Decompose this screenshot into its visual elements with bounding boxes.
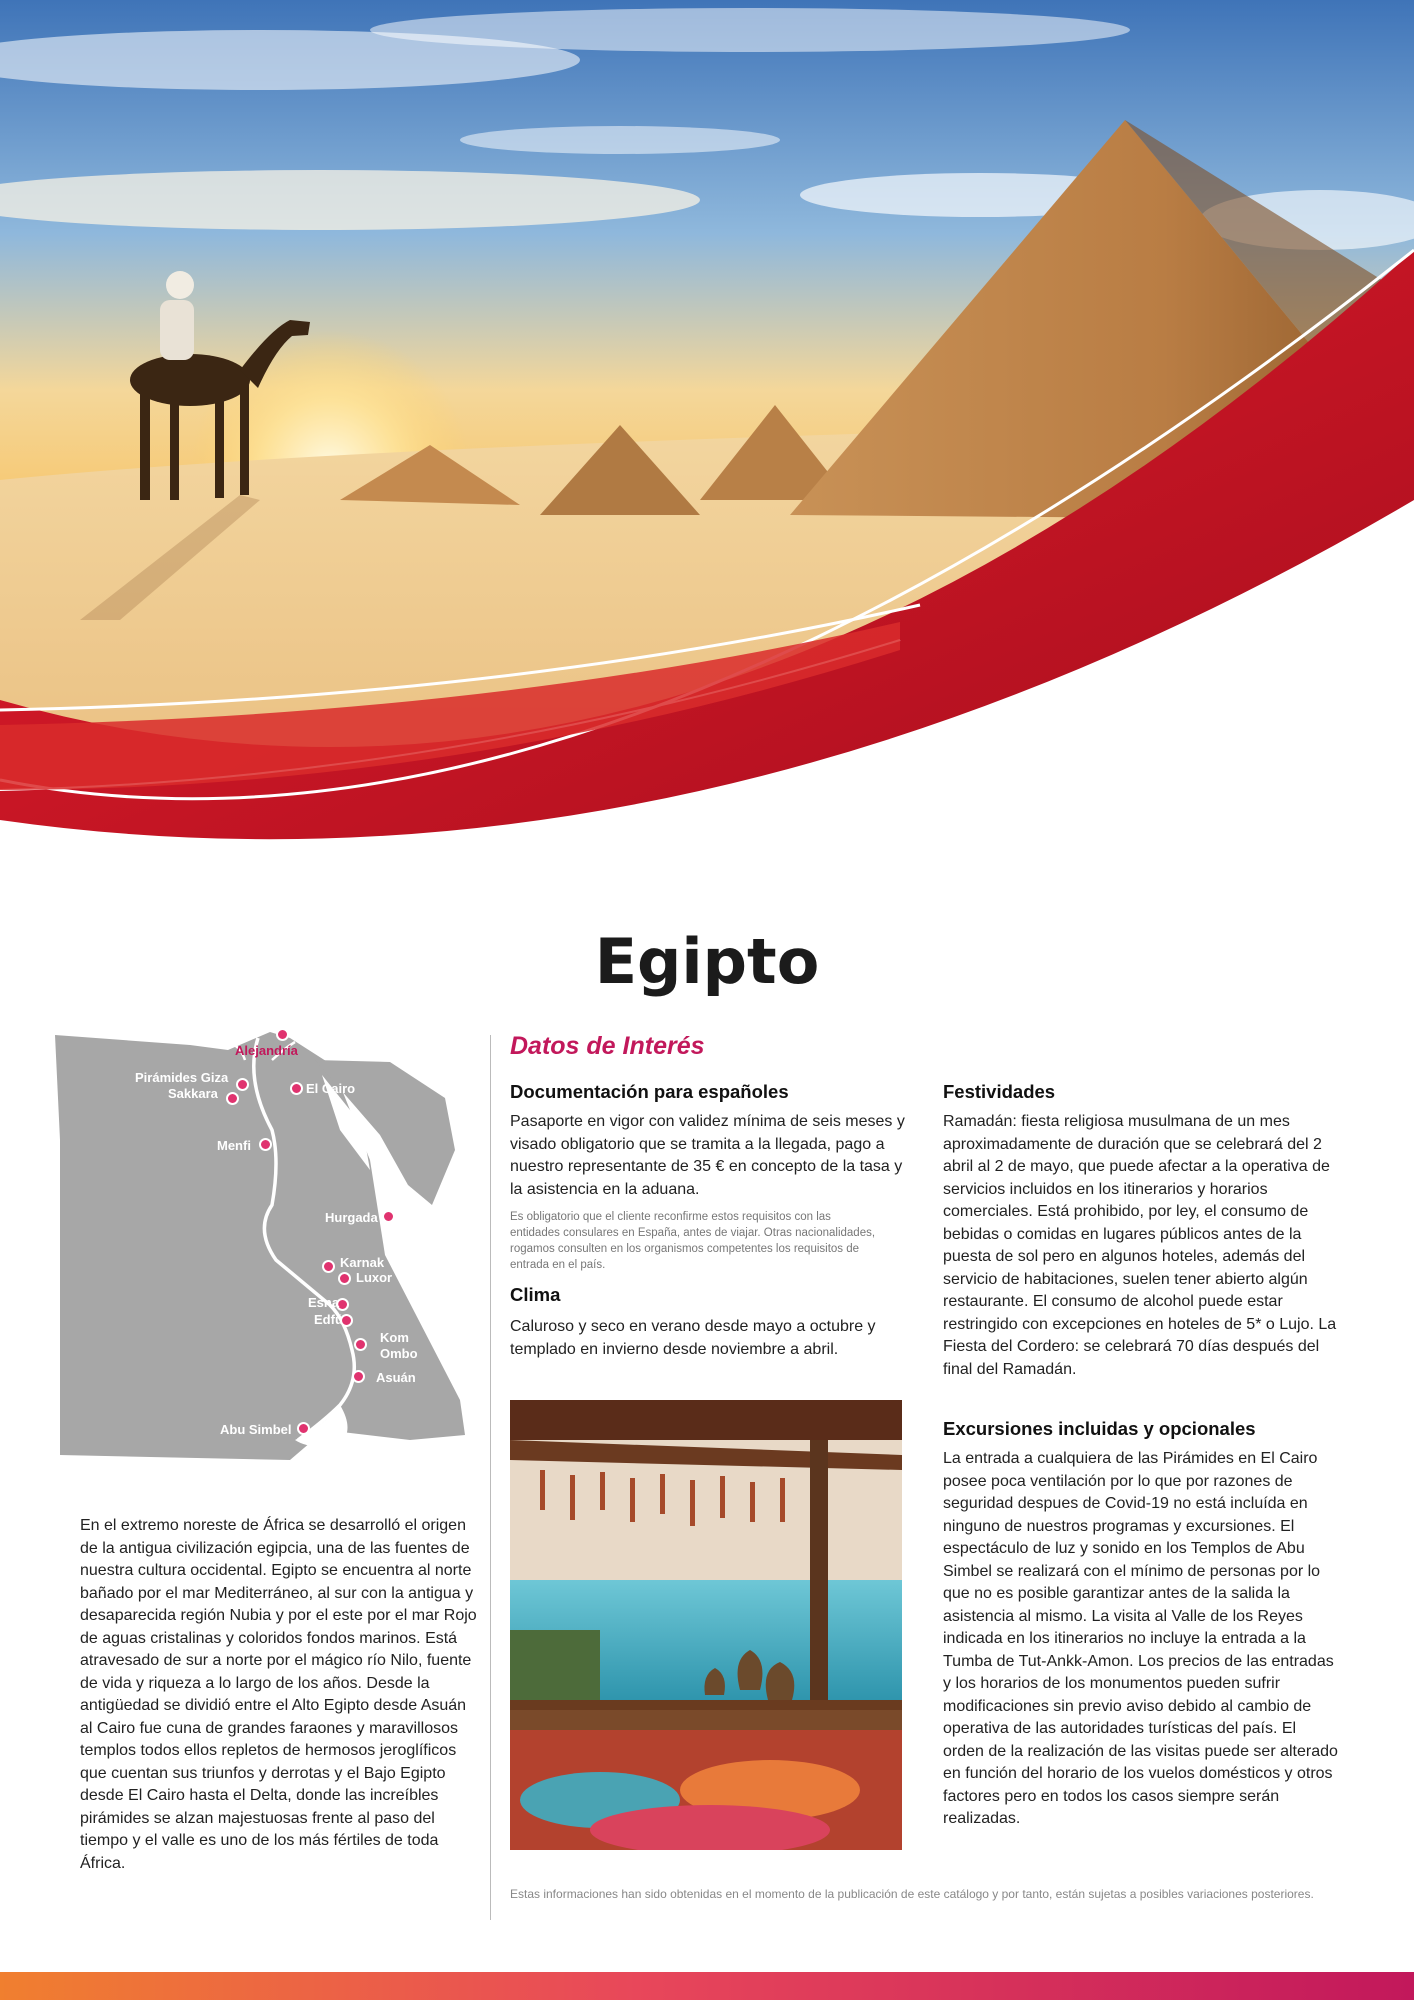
map-label-el-cairo: El Cairo bbox=[306, 1081, 356, 1096]
documentacion-text: Pasaporte en vigor con validez mínima de seis meses y visado obligatorio que se tramita a la llegada, pago a nuestro representante de 35 € en concepto de la tasa y la asistencia en la aduana. bbox=[510, 1113, 905, 1198]
egypt-map bbox=[40, 1020, 480, 1470]
map-label-esna: Esna bbox=[308, 1295, 340, 1310]
hero-illustration bbox=[0, 0, 1414, 900]
map-label-karnak: Karnak bbox=[340, 1255, 385, 1270]
map-marker-el-cairo[interactable] bbox=[290, 1082, 303, 1095]
map-label-alejandria: Alejandría bbox=[235, 1043, 298, 1058]
map-label-abu-simbel: Abu Simbel bbox=[220, 1422, 292, 1437]
map-marker-asuan[interactable] bbox=[352, 1370, 365, 1383]
map-marker-alejandria[interactable] bbox=[276, 1028, 289, 1041]
excursiones-title: Excursiones incluidas y opcionales bbox=[943, 1418, 1256, 1439]
map-label-luxor: Luxor bbox=[356, 1270, 393, 1285]
map-marker-sakkara[interactable] bbox=[226, 1092, 239, 1105]
egypt-map-shape bbox=[40, 1020, 480, 1470]
excursiones-text: La entrada a cualquiera de las Pirámides en El Cairo posee poca ventilación por lo que por razones de seguridad despues de Covid-19 no está incluída en ninguno de nuestros programas y excursiones. El espectáculo de luz y sonido en los Templos de Abu Simbel se realizará con el mínimo de personas por lo que no es posible garantizar antes de la salida la asistencia al mismo. La visita al Valle de los Reyes indicada en los itinerarios no incluye la entrada a la Tumba de Tut-Ankk-Amon. Los precios de las entradas y los horarios de los monumentos pueden sufrir modificaciones sin previo aviso debido al cambio de operativa de las autoridades turísticas del país. El orden de la realización de las visitas puede ser alterado en función del horario de los vuelos domésticos y otros factores pero en todos los casos siempre serán realizadas. bbox=[943, 1450, 1338, 1827]
map-label-kom: Kom bbox=[380, 1330, 409, 1345]
clima-text: Caluroso y seco en verano desde mayo a octubre y templado en invierno desde noviembre a abril. bbox=[510, 1318, 876, 1358]
map-marker-hurgada[interactable] bbox=[382, 1210, 395, 1223]
documentacion-note: Es obligatorio que el cliente reconfirme estos requisitos con las entidades consulares en España, antes de viajar. Otras nacionalidades, rogamos consulten en los organismos competentes los requisitos de entrada en el país. bbox=[510, 1211, 876, 1271]
map-marker-luxor[interactable] bbox=[338, 1272, 351, 1285]
map-label-sakkara: Sakkara bbox=[168, 1086, 218, 1101]
intro-paragraph: En el extremo noreste de África se desarrolló el origen de la antigua civilización egipcia, una de las fuentes de nuestra cultura occidental. Egipto se encuentra al norte bañado por el mar Mediterráneo, al sur con la antigua y desaparecida región Nubia y por el este por el mar Rojo de aguas cristalinas y coloridos fondos marinos. Está atravesado de sur a norte por el mágico río Nilo, fuente de vida y riqueza a lo largo de los años. Desde la antigüedad se dividió entre el Alto Egipto desde Asuán al Cairo fue cuna de grandes faraones y maravillosos templos todos ellos repletos de hermosos jeroglíficos que cuentan sus triunfos y derrotas y el Bajo Egipto desde El Cairo hasta el Delta, donde las increíbles pirámides se alzan majestuosas frente al paso del tiempo y el valle es uno de los más fértiles de toda África. bbox=[80, 1517, 477, 1872]
map-marker-abu-simbel[interactable] bbox=[297, 1422, 310, 1435]
map-marker-karnak[interactable] bbox=[322, 1260, 335, 1273]
map-label-hurgada: Hurgada bbox=[325, 1210, 378, 1225]
festividades-text: Ramadán: fiesta religiosa musulmana de un mes aproximadamente de duración que se celebrará del 2 abril al 2 de mayo, que puede afectar a la operativa de servicios incluidos en los itinerarios y horarios comerciales. Está prohibido, por ley, el consumo de bebidas o comidas en lugares públicos antes de la puesta de sol pero en algunos hoteles, además del servicio de habitaciones, suelen tener abierto algún restaurante. El consumo de alcohol puede estar restringido con excepciones en hoteles de 5* o Lujo. La Fiesta del Cordero: se celebrará 70 días después del final del Ramadán. bbox=[943, 1113, 1337, 1378]
documentacion-title: Documentación para españoles bbox=[510, 1081, 789, 1102]
bottom-gradient-bar bbox=[0, 1972, 1414, 2000]
map-label-menfi: Menfi bbox=[217, 1138, 251, 1153]
map-label-edfu: Edfú bbox=[314, 1312, 343, 1327]
map-label-asuan: Asuán bbox=[376, 1370, 416, 1385]
terrace-photo-image bbox=[510, 1400, 902, 1850]
clima-title: Clima bbox=[510, 1284, 561, 1305]
map-marker-menfi[interactable] bbox=[259, 1138, 272, 1151]
page-title: Egipto bbox=[594, 925, 820, 998]
map-marker-kom-ombo[interactable] bbox=[354, 1338, 367, 1351]
terrace-photo bbox=[510, 1400, 902, 1850]
map-marker-piramides-giza[interactable] bbox=[236, 1078, 249, 1091]
column-divider bbox=[490, 1035, 491, 1920]
footnote: Estas informaciones han sido obtenidas en el momento de la publicación de este catálogo y por tanto, están sujetas a posibles variaciones posteriores. bbox=[510, 1887, 1314, 1901]
map-label-piramides-giza: Pirámides Giza bbox=[135, 1070, 229, 1085]
festividades-title: Festividades bbox=[943, 1081, 1056, 1102]
map-label-ombo: Ombo bbox=[380, 1346, 418, 1361]
hero-banner bbox=[0, 0, 1414, 900]
datos-heading: Datos de Interés bbox=[510, 1032, 705, 1060]
